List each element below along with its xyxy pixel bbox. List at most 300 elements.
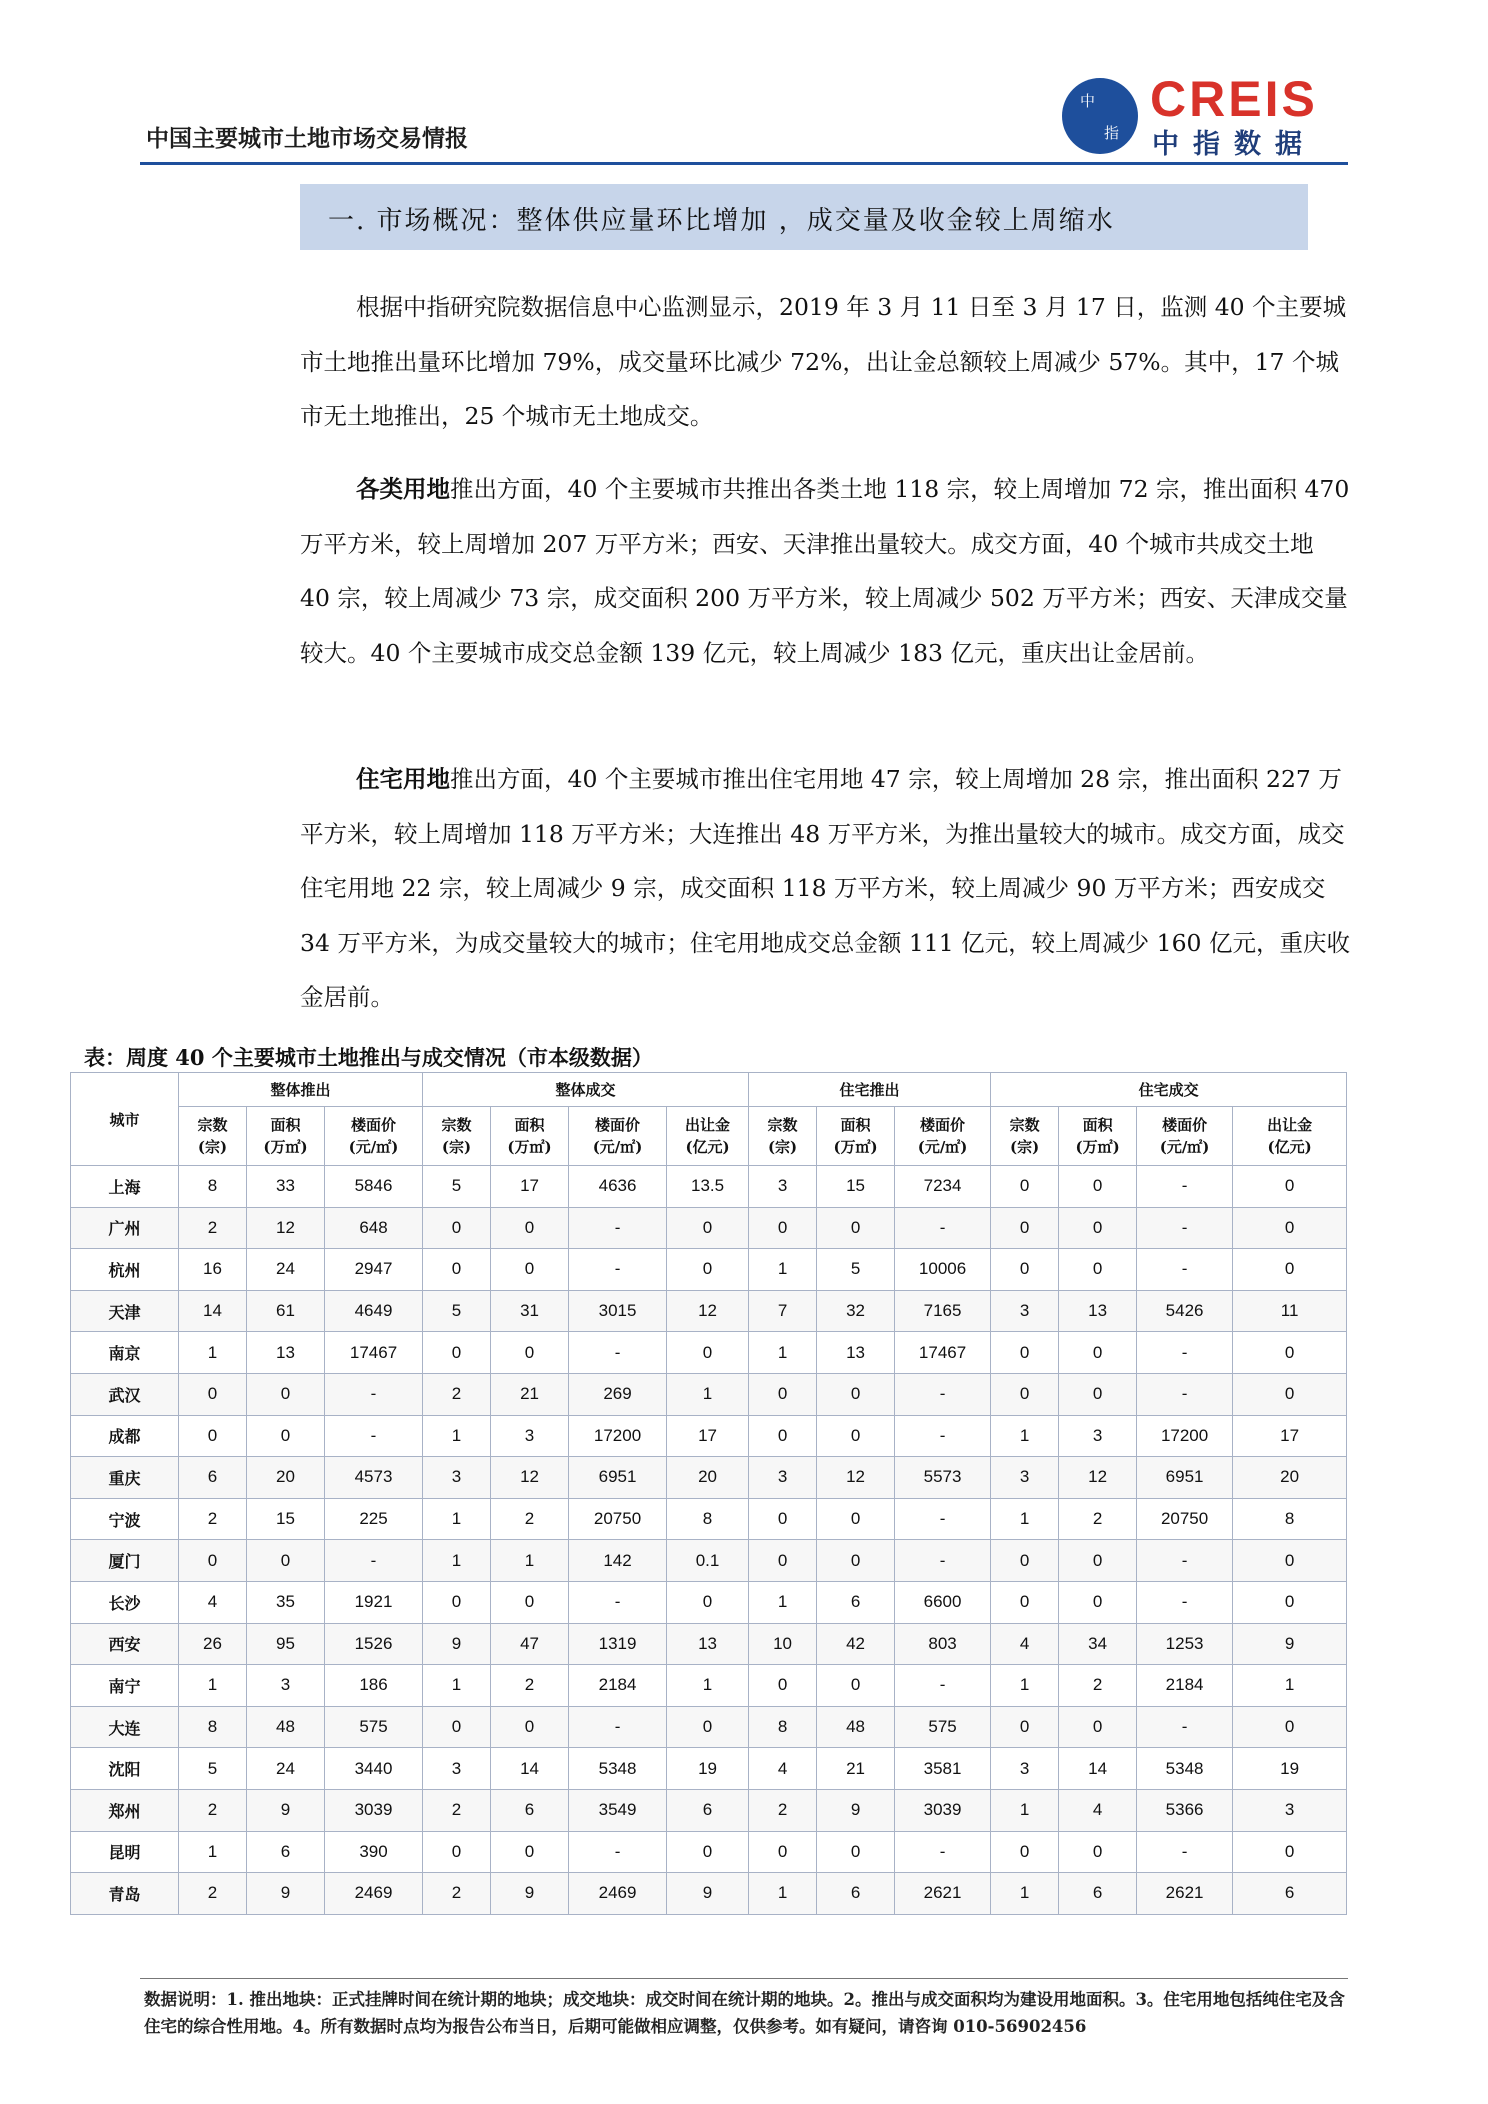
table-cell: 11	[1233, 1290, 1347, 1332]
table-cell: 2	[1059, 1665, 1137, 1707]
city-cell: 杭州	[71, 1249, 179, 1291]
table-cell: 1921	[325, 1581, 423, 1623]
table-cell: 575	[895, 1706, 991, 1748]
table-cell: 2184	[569, 1665, 667, 1707]
table-cell: 0	[817, 1831, 895, 1873]
table-cell: 1253	[1137, 1623, 1233, 1665]
column-header: 面积 (万㎡)	[817, 1107, 895, 1166]
table-cell: 0	[817, 1540, 895, 1582]
column-header: 楼面价 (元/㎡)	[1137, 1107, 1233, 1166]
table-cell: 42	[817, 1623, 895, 1665]
table-cell: -	[895, 1665, 991, 1707]
table-cell: 1319	[569, 1623, 667, 1665]
table-cell: 13.5	[667, 1166, 749, 1208]
table-cell: 0	[491, 1831, 569, 1873]
table-cell: 0	[749, 1373, 817, 1415]
city-cell: 南京	[71, 1332, 179, 1374]
table-cell: -	[569, 1831, 667, 1873]
table-cell: -	[569, 1207, 667, 1249]
table-cell: 0	[423, 1332, 491, 1374]
table-cell: 8	[749, 1706, 817, 1748]
table-cell: 17467	[895, 1332, 991, 1374]
table-cell: 1	[179, 1831, 247, 1873]
table-cell: 5348	[1137, 1748, 1233, 1790]
table-row	[71, 1623, 1347, 1665]
table-cell: 6	[1059, 1873, 1137, 1915]
column-header: 宗数 (宗)	[423, 1107, 491, 1166]
table-cell: 1	[423, 1540, 491, 1582]
table-cell: 5	[423, 1166, 491, 1208]
table-cell: -	[1137, 1581, 1233, 1623]
table-cell: 2	[179, 1789, 247, 1831]
group-header: 住宅推出	[749, 1073, 991, 1107]
table-row	[71, 1873, 1347, 1915]
city-cell: 郑州	[71, 1789, 179, 1831]
table-cell: 34	[1059, 1623, 1137, 1665]
table-cell: 24	[247, 1748, 325, 1790]
paragraph-lead: 住宅用地	[356, 765, 450, 793]
table-cell: 6	[179, 1457, 247, 1499]
table-cell: 10006	[895, 1249, 991, 1291]
table-cell: 0	[1059, 1540, 1137, 1582]
table-cell: 2184	[1137, 1665, 1233, 1707]
table-cell: 1	[991, 1498, 1059, 1540]
table-cell: 0	[247, 1373, 325, 1415]
table-cell: 2	[491, 1665, 569, 1707]
creis-logo	[1062, 70, 1352, 160]
table-cell: 0	[179, 1540, 247, 1582]
table-cell: 3	[1233, 1789, 1347, 1831]
table-cell: 269	[569, 1373, 667, 1415]
table-cell: 0	[749, 1498, 817, 1540]
table-cell: 19	[667, 1748, 749, 1790]
table-cell: -	[325, 1540, 423, 1582]
table-cell: 1	[179, 1332, 247, 1374]
table-cell: 6600	[895, 1581, 991, 1623]
table-cell: 24	[247, 1249, 325, 1291]
table-cell: 1	[749, 1873, 817, 1915]
table-cell: 20750	[569, 1498, 667, 1540]
table-cell: 3	[423, 1457, 491, 1499]
table-cell: 0	[667, 1207, 749, 1249]
table-row	[71, 1748, 1347, 1790]
logo-brand-text: CREIS	[1150, 71, 1318, 127]
city-cell: 大连	[71, 1706, 179, 1748]
table-cell: 0	[1233, 1540, 1347, 1582]
city-cell: 天津	[71, 1290, 179, 1332]
column-header: 出让金 (亿元)	[667, 1107, 749, 1166]
header-divider	[140, 162, 1348, 165]
table-cell: 17200	[569, 1415, 667, 1457]
table-cell: 4	[749, 1748, 817, 1790]
table-cell: 17200	[1137, 1415, 1233, 1457]
table-cell: 17467	[325, 1332, 423, 1374]
table-cell: 0	[491, 1581, 569, 1623]
city-cell: 青岛	[71, 1873, 179, 1915]
table-cell: 0	[667, 1831, 749, 1873]
table-cell: 7	[749, 1290, 817, 1332]
table-cell: 4573	[325, 1457, 423, 1499]
table-cell: 0	[667, 1581, 749, 1623]
table-cell: 0	[491, 1706, 569, 1748]
table-cell: 61	[247, 1290, 325, 1332]
city-cell: 昆明	[71, 1831, 179, 1873]
table-cell: 1	[179, 1665, 247, 1707]
table-cell: 0	[1233, 1249, 1347, 1291]
table-cell: 20	[667, 1457, 749, 1499]
city-cell: 厦门	[71, 1540, 179, 1582]
table-cell: 3	[991, 1748, 1059, 1790]
table-row	[71, 1249, 1347, 1291]
group-header: 整体推出	[179, 1073, 423, 1107]
table-cell: 3	[991, 1290, 1059, 1332]
table-cell: 390	[325, 1831, 423, 1873]
table-cell: 0	[179, 1373, 247, 1415]
table-cell: 6	[1233, 1873, 1347, 1915]
city-cell: 宁波	[71, 1498, 179, 1540]
table-cell: 3	[749, 1166, 817, 1208]
table-cell: 0	[817, 1373, 895, 1415]
table-cell: 225	[325, 1498, 423, 1540]
table-cell: 21	[817, 1748, 895, 1790]
table-cell: -	[1137, 1249, 1233, 1291]
table-cell: 0	[749, 1207, 817, 1249]
table-cell: 0	[667, 1332, 749, 1374]
table-cell: 21	[491, 1373, 569, 1415]
table-cell: 12	[491, 1457, 569, 1499]
table-cell: 8	[179, 1166, 247, 1208]
table-cell: 0	[749, 1540, 817, 1582]
column-header: 楼面价 (元/㎡)	[325, 1107, 423, 1166]
table-cell: 5846	[325, 1166, 423, 1208]
table-cell: -	[895, 1498, 991, 1540]
table-cell: 14	[1059, 1748, 1137, 1790]
table-cell: 0.1	[667, 1540, 749, 1582]
city-column-header: 城市	[71, 1073, 179, 1166]
table-cell: 0	[1059, 1207, 1137, 1249]
table-cell: -	[895, 1540, 991, 1582]
column-header: 面积 (万㎡)	[1059, 1107, 1137, 1166]
table-cell: 0	[491, 1332, 569, 1374]
table-cell: 0	[1059, 1581, 1137, 1623]
table-cell: -	[1137, 1207, 1233, 1249]
table-cell: 14	[179, 1290, 247, 1332]
table-cell: 0	[1233, 1166, 1347, 1208]
table-cell: 3581	[895, 1748, 991, 1790]
table-cell: 15	[817, 1166, 895, 1208]
table-cell: 7234	[895, 1166, 991, 1208]
table-cell: 0	[1059, 1249, 1137, 1291]
table-cell: 3015	[569, 1290, 667, 1332]
table-cell: 0	[1059, 1166, 1137, 1208]
table-cell: 2469	[569, 1873, 667, 1915]
table-cell: -	[895, 1831, 991, 1873]
table-cell: -	[569, 1249, 667, 1291]
table-row	[71, 1581, 1347, 1623]
table-cell: -	[1137, 1540, 1233, 1582]
city-cell: 成都	[71, 1415, 179, 1457]
table-cell: 4636	[569, 1166, 667, 1208]
table-row	[71, 1166, 1347, 1208]
table-cell: 19	[1233, 1748, 1347, 1790]
table-cell: 10	[749, 1623, 817, 1665]
table-cell: 2	[491, 1498, 569, 1540]
table-cell: 3440	[325, 1748, 423, 1790]
table-cell: -	[569, 1332, 667, 1374]
table-cell: 2469	[325, 1873, 423, 1915]
table-cell: 12	[1059, 1457, 1137, 1499]
table-cell: 1	[991, 1415, 1059, 1457]
table-cell: 4	[1059, 1789, 1137, 1831]
table-cell: 0	[991, 1581, 1059, 1623]
table-row	[71, 1831, 1347, 1873]
table-cell: 20750	[1137, 1498, 1233, 1540]
table-cell: 14	[491, 1748, 569, 1790]
table-cell: 0	[1233, 1706, 1347, 1748]
table-cell: 0	[817, 1415, 895, 1457]
column-header: 楼面价 (元/㎡)	[895, 1107, 991, 1166]
table-cell: 13	[1059, 1290, 1137, 1332]
table-cell: 5	[179, 1748, 247, 1790]
table-cell: 0	[247, 1540, 325, 1582]
footer-divider	[140, 1978, 1348, 1979]
table-cell: 5426	[1137, 1290, 1233, 1332]
table-cell: 4649	[325, 1290, 423, 1332]
table-cell: 1	[749, 1249, 817, 1291]
table-cell: 0	[1233, 1581, 1347, 1623]
column-header: 宗数 (宗)	[179, 1107, 247, 1166]
table-cell: 0	[247, 1415, 325, 1457]
table-cell: 5	[817, 1249, 895, 1291]
table-cell: 0	[491, 1207, 569, 1249]
table-cell: 3	[749, 1457, 817, 1499]
table-cell: 186	[325, 1665, 423, 1707]
table-cell: 3	[991, 1457, 1059, 1499]
table-cell: 26	[179, 1623, 247, 1665]
section-heading	[300, 184, 1308, 250]
city-cell: 武汉	[71, 1373, 179, 1415]
table-cell: 1	[991, 1789, 1059, 1831]
table-cell: 2947	[325, 1249, 423, 1291]
table-cell: 5348	[569, 1748, 667, 1790]
table-cell: 20	[1233, 1457, 1347, 1499]
table-cell: 7165	[895, 1290, 991, 1332]
table-cell: 1	[991, 1873, 1059, 1915]
table-cell: 95	[247, 1623, 325, 1665]
table-cell: 6	[491, 1789, 569, 1831]
table-cell: 5	[423, 1290, 491, 1332]
table-cell: 12	[247, 1207, 325, 1249]
table-cell: 2	[179, 1873, 247, 1915]
table-cell: 0	[423, 1581, 491, 1623]
table-cell: 9	[423, 1623, 491, 1665]
table-cell: 0	[749, 1665, 817, 1707]
table-cell: 0	[991, 1540, 1059, 1582]
table-cell: 0	[667, 1706, 749, 1748]
city-cell: 重庆	[71, 1457, 179, 1499]
table-cell: 1	[1233, 1665, 1347, 1707]
table-cell: 15	[247, 1498, 325, 1540]
table-cell: 9	[1233, 1623, 1347, 1665]
table-cell: 0	[991, 1249, 1059, 1291]
table-cell: 648	[325, 1207, 423, 1249]
table-cell: 0	[991, 1166, 1059, 1208]
table-cell: 0	[423, 1249, 491, 1291]
table-cell: 47	[491, 1623, 569, 1665]
table-cell: 17	[1233, 1415, 1347, 1457]
table-cell: 0	[991, 1373, 1059, 1415]
table-cell: 0	[991, 1332, 1059, 1374]
table-cell: 0	[1233, 1207, 1347, 1249]
table-cell: 12	[817, 1457, 895, 1499]
table-cell: 48	[817, 1706, 895, 1748]
table-caption: 表：周度 40 个主要城市土地推出与成交情况（市本级数据）	[84, 1045, 653, 1070]
table-cell: 5366	[1137, 1789, 1233, 1831]
table-cell: 12	[667, 1290, 749, 1332]
table-cell: 2621	[895, 1873, 991, 1915]
table-cell: -	[325, 1373, 423, 1415]
table-cell: 0	[1059, 1831, 1137, 1873]
table-cell: 0	[1059, 1332, 1137, 1374]
table-cell: 0	[1233, 1831, 1347, 1873]
table-cell: 6	[817, 1873, 895, 1915]
table-cell: 575	[325, 1706, 423, 1748]
table-cell: 0	[1059, 1373, 1137, 1415]
table-cell: 0	[817, 1498, 895, 1540]
table-cell: 1526	[325, 1623, 423, 1665]
city-cell: 西安	[71, 1623, 179, 1665]
table-cell: 9	[247, 1873, 325, 1915]
table-cell: 9	[817, 1789, 895, 1831]
city-cell: 上海	[71, 1166, 179, 1208]
table-cell: -	[1137, 1332, 1233, 1374]
table-cell: 3549	[569, 1789, 667, 1831]
table-cell: 8	[179, 1706, 247, 1748]
report-title: 中国主要城市土地市场交易情报	[146, 126, 468, 152]
table-cell: -	[569, 1706, 667, 1748]
table-cell: 6	[817, 1581, 895, 1623]
column-header: 宗数 (宗)	[991, 1107, 1059, 1166]
table-cell: 0	[991, 1831, 1059, 1873]
table-cell: 0	[1233, 1332, 1347, 1374]
table-cell: 2	[749, 1789, 817, 1831]
table-cell: -	[895, 1373, 991, 1415]
table-row	[71, 1665, 1347, 1707]
table-cell: 4	[991, 1623, 1059, 1665]
table-cell: 0	[179, 1415, 247, 1457]
table-cell: 1	[667, 1665, 749, 1707]
group-header: 住宅成交	[991, 1073, 1347, 1107]
table-row	[71, 1498, 1347, 1540]
table-cell: 0	[817, 1665, 895, 1707]
table-cell: 803	[895, 1623, 991, 1665]
table-cell: 9	[667, 1873, 749, 1915]
table-cell: 5573	[895, 1457, 991, 1499]
table-cell: 17	[491, 1166, 569, 1208]
table-cell: -	[1137, 1831, 1233, 1873]
table-cell: 0	[817, 1207, 895, 1249]
table-cell: 3039	[895, 1789, 991, 1831]
table-cell: 48	[247, 1706, 325, 1748]
table-cell: 6	[247, 1831, 325, 1873]
logo-cn-text: 中指数据	[1152, 129, 1316, 160]
table-cell: -	[325, 1415, 423, 1457]
table-cell: 2	[1059, 1498, 1137, 1540]
group-header: 整体成交	[423, 1073, 749, 1107]
table-cell: 1	[491, 1540, 569, 1582]
city-cell: 沈阳	[71, 1748, 179, 1790]
section-title: 一. 市场概况：整体供应量环比增加 ，成交量及收金较上周缩水	[328, 206, 1115, 236]
table-cell: 0	[1233, 1373, 1347, 1415]
table-row	[71, 1706, 1347, 1748]
table-cell: 0	[667, 1249, 749, 1291]
table-cell: 13	[817, 1332, 895, 1374]
table-cell: 16	[179, 1249, 247, 1291]
table-cell: 1	[991, 1665, 1059, 1707]
column-header: 出让金 (亿元)	[1233, 1107, 1347, 1166]
table-cell: -	[1137, 1166, 1233, 1208]
table-cell: 0	[423, 1706, 491, 1748]
paragraph-all-land: 各类用地推出方面，40 个主要城市共推出各类土地 118 宗，较上周增加 72 宗，推出面积 470 万平方米，较上周增加 207 万平方米；西安、天津推出量较大。成交方面，40 个城市共成交土地 40 宗，较上周减少 73 宗，成交面积 200 万平方米，较上周减少 502 万平方米；西安、天津成交量较大。40 个主要城市成交总金额 139 亿元，较上周减少 183 亿元，重庆出让金居前。	[300, 475, 1350, 667]
table-cell: 0	[749, 1415, 817, 1457]
table-cell: 0	[991, 1207, 1059, 1249]
table-row	[71, 1789, 1347, 1831]
table-cell: 2	[423, 1873, 491, 1915]
table-cell: 0	[1059, 1706, 1137, 1748]
table-cell: 33	[247, 1166, 325, 1208]
table-cell: 2	[179, 1207, 247, 1249]
table-cell: 2621	[1137, 1873, 1233, 1915]
table-row	[71, 1290, 1347, 1332]
table-cell: 6	[667, 1789, 749, 1831]
table-row	[71, 1207, 1347, 1249]
table-row	[71, 1457, 1347, 1499]
city-cell: 广州	[71, 1207, 179, 1249]
table-row	[71, 1540, 1347, 1582]
table-cell: -	[569, 1581, 667, 1623]
table-cell: 13	[667, 1623, 749, 1665]
table-cell: 0	[423, 1831, 491, 1873]
logo-circle-icon: 中 指	[1062, 78, 1138, 154]
table-cell: 142	[569, 1540, 667, 1582]
city-cell: 长沙	[71, 1581, 179, 1623]
table-cell: 1	[423, 1665, 491, 1707]
table-cell: 8	[1233, 1498, 1347, 1540]
table-cell: 6951	[569, 1457, 667, 1499]
table-cell: 0	[491, 1249, 569, 1291]
table-cell: 2	[423, 1373, 491, 1415]
table-cell: 1	[423, 1498, 491, 1540]
table-cell: 3039	[325, 1789, 423, 1831]
paragraph-overview: 根据中指研究院数据信息中心监测显示，2019 年 3 月 11 日至 3 月 17 日，监测 40 个主要城市土地推出量环比增加 79%，成交量环比减少 72%，出让金总额较上周减少 57%。其中，17 个城市无土地推出，25 个城市无土地成交。	[300, 293, 1347, 430]
table-cell: 32	[817, 1290, 895, 1332]
table-cell: 1	[749, 1332, 817, 1374]
table-row	[71, 1415, 1347, 1457]
table-cell: -	[1137, 1373, 1233, 1415]
table-cell: 0	[991, 1706, 1059, 1748]
table-cell: 9	[491, 1873, 569, 1915]
table-cell: 31	[491, 1290, 569, 1332]
table-cell: 6951	[1137, 1457, 1233, 1499]
data-note: 数据说明：1. 推出地块：正式挂牌时间在统计期的地块；成交地块：成交时间在统计期的地块。2。推出与成交面积均为建设用地面积。3。住宅用地包括纯住宅及含住宅的综合性用地。4。所有数据时点均为报告公布当日，后期可能做相应调整，仅供参考。如有疑问，请咨询 010-56902456	[144, 1990, 1345, 2036]
city-cell: 南宁	[71, 1665, 179, 1707]
paragraph-residential-land: 住宅用地推出方面，40 个主要城市推出住宅用地 47 宗，较上周增加 28 宗，推出面积 227 万平方米，较上周增加 118 万平方米；大连推出 48 万平方米，为推出量较大的城市。成交方面，成交住宅用地 22 宗，较上周减少 9 宗，成交面积 118 万平方米，较上周减少 90 万平方米；西安成交 34 万平方米，为成交量较大的城市；住宅用地成交总金额 111 亿元，较上周减少 160 亿元，重庆收金居前。	[300, 765, 1350, 1011]
table-cell: 2	[179, 1498, 247, 1540]
table-cell: 4	[179, 1581, 247, 1623]
table-cell: 1	[749, 1581, 817, 1623]
table-cell: 3	[247, 1665, 325, 1707]
table-cell: 13	[247, 1332, 325, 1374]
